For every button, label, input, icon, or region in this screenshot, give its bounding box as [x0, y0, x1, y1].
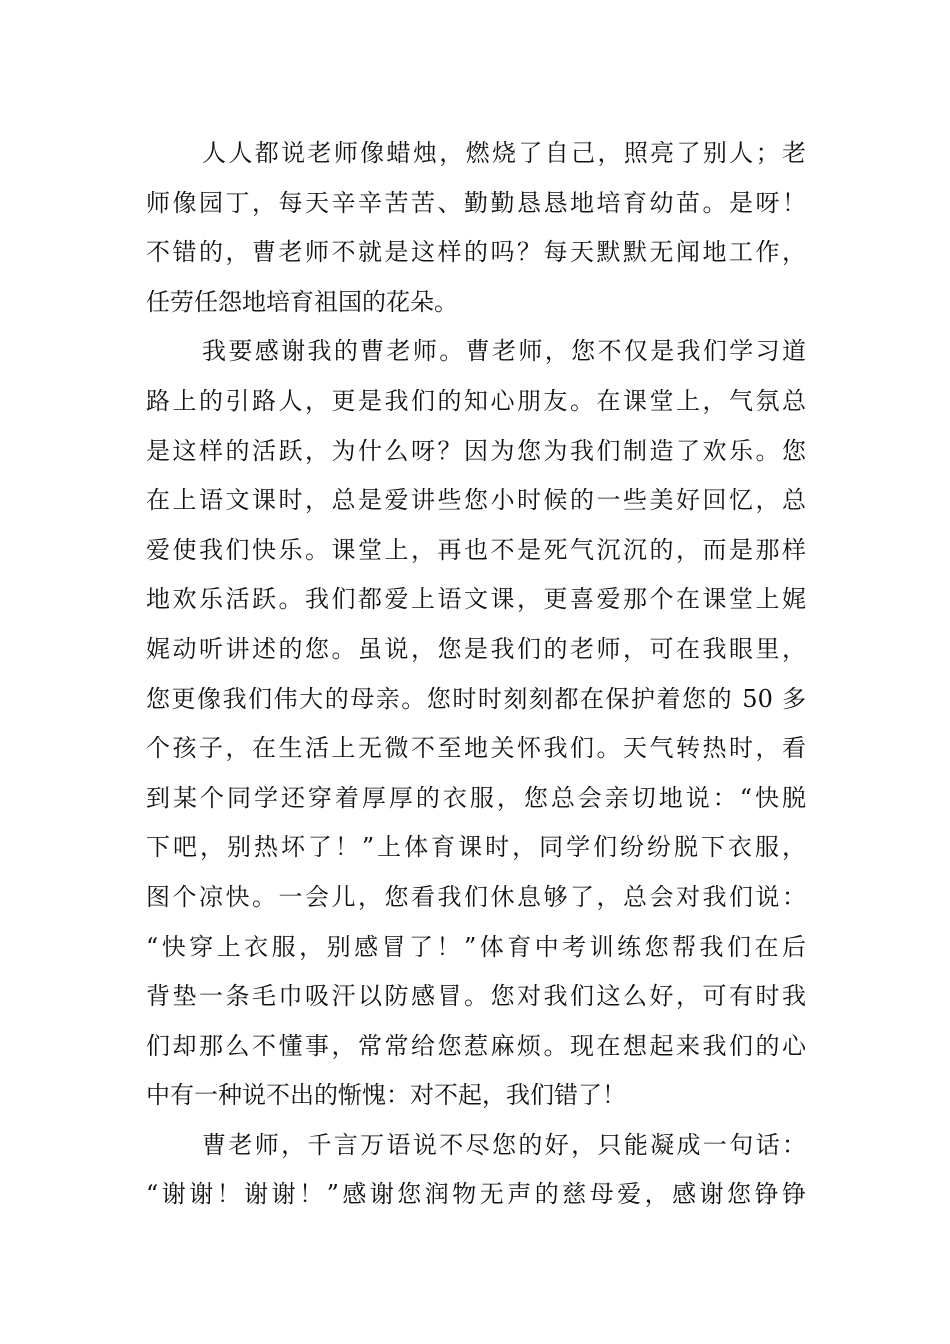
paragraph-2-line-9: 个孩子，在生活上无微不至地关怀我们。天气转热时，看: [146, 734, 806, 763]
paragraph-2-line-10: 到某个同学还穿着厚厚的衣服，您总会亲切地说：“快脱: [146, 783, 806, 812]
essay-body: [146, 129, 806, 1220]
paragraph-2-line-1: 我要感谢我的曹老师。曹老师，您不仅是我们学习道: [202, 337, 806, 366]
paragraph-1-line-3: 不错的，曹老师不就是这样的吗？每天默默无闻地工作，: [146, 238, 806, 267]
paragraph-3-line-1: 曹老师，千言万语说不尽您的好，只能凝成一句话：: [202, 1130, 806, 1159]
paragraph-1-line-2: 师像园丁，每天辛辛苦苦、勤勤恳恳地培育幼苗。是呀！: [146, 188, 806, 217]
paragraph-2-line-5: 爱使我们快乐。课堂上，再也不是死气沉沉的，而是那样: [146, 535, 806, 564]
paragraph-2-line-15: 们却那么不懂事，常常给您惹麻烦。现在想起来我们的心: [146, 1031, 806, 1060]
paragraph-2-line-2: 路上的引路人，更是我们的知心朋友。在课堂上，气氛总: [146, 386, 806, 415]
paragraph-2-line-8: 您更像我们伟大的母亲。您时时刻刻都在保护着您的 50 多: [146, 684, 806, 713]
paragraph-3-line-2: “谢谢！谢谢！”感谢您润物无声的慈母爱，感谢您铮铮: [146, 1180, 806, 1209]
paragraph-2-line-14: 背垫一条毛巾吸汗以防感冒。您对我们这么好，可有时我: [146, 982, 806, 1011]
paragraph-2-line-4: 在上语文课时，总是爱讲些您小时候的一些美好回忆，总: [146, 486, 806, 515]
paragraph-2-line-11: 下吧，别热坏了！”上体育课时，同学们纷纷脱下衣服，: [146, 833, 806, 862]
paragraph-2-line-12: 图个凉快。一会儿，您看我们休息够了，总会对我们说：: [146, 882, 806, 911]
paragraph-1-line-4: 任劳任怨地培育祖国的花朵。: [146, 287, 458, 316]
paragraph-2-line-7: 娓动听讲述的您。虽说，您是我们的老师，可在我眼里，: [146, 634, 806, 663]
paragraph-1-line-1: 人人都说老师像蜡烛，燃烧了自己，照亮了别人；老: [202, 139, 806, 167]
paragraph-2-line-3: 是这样的活跃，为什么呀？因为您为我们制造了欢乐。您: [146, 436, 806, 465]
paragraph-2-line-6: 地欢乐活跃。我们都爱上语文课，更喜爱那个在课堂上娓: [146, 585, 806, 614]
paragraph-2-line-16: 中有一种说不出的惭愧：对不起，我们错了！: [146, 1081, 626, 1110]
paragraph-2-line-13: “快穿上衣服，别感冒了！”体育中考训练您帮我们在后: [146, 932, 806, 961]
